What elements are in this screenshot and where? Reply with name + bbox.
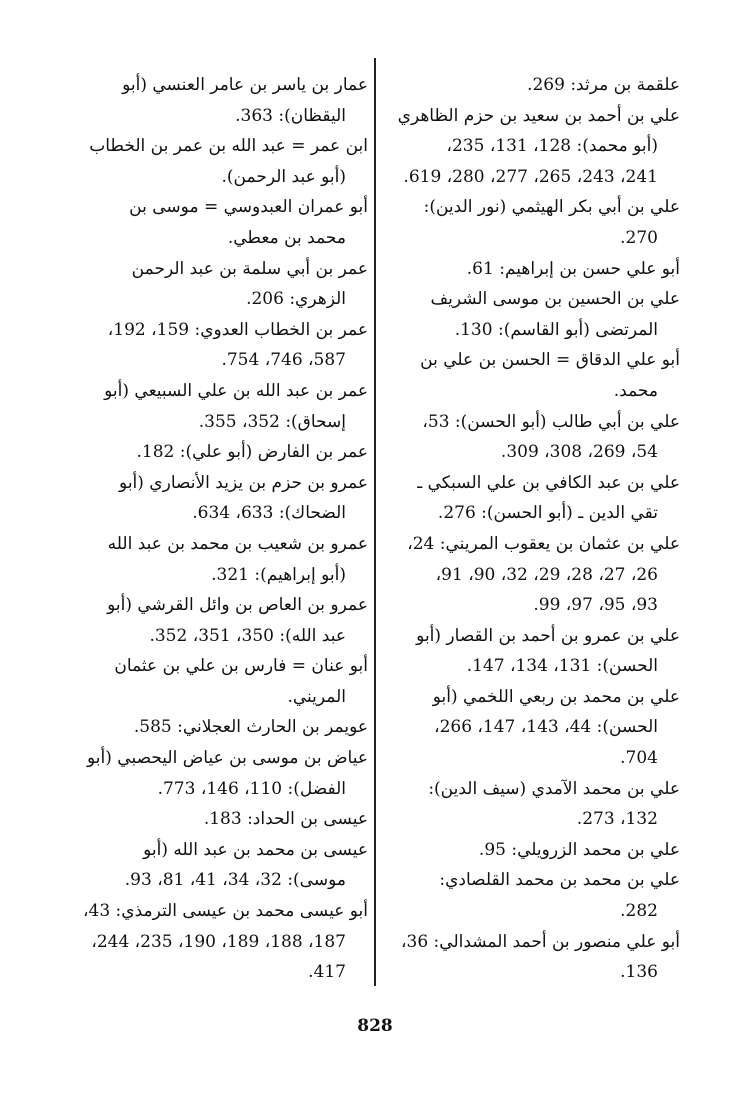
entry-line: علي بن أبي طالب (أبو الحسن): 53، bbox=[422, 411, 680, 432]
entry-line: علي بن عبد الكافي بن علي السبكي ـ bbox=[417, 472, 680, 493]
entry-line: ابن عمر = عبد الله بن عمر بن الخطاب bbox=[89, 136, 368, 157]
entry-continuation-line: تقي الدين ـ (أبو الحسن): 276. bbox=[437, 503, 658, 524]
entry-continuation-line: 187، 188، 189، 190، 235، 244، bbox=[91, 931, 346, 952]
entry-line: أبو عيسى محمد بن عيسى الترمذي: 43، bbox=[83, 901, 368, 922]
column-divider bbox=[374, 58, 376, 986]
index-entry bbox=[68, 804, 368, 835]
index-entry bbox=[68, 896, 368, 988]
entry-continuation-line: الحسن): 131، 134، 147. bbox=[466, 656, 658, 677]
index-entry bbox=[380, 345, 680, 406]
index-entry bbox=[380, 621, 680, 682]
entry-continuation-line: 93، 95، 97، 99. bbox=[533, 595, 658, 616]
entry-line: عيسى بن محمد بن عبد الله (أبو bbox=[143, 839, 368, 860]
entry-line: عمر بن الفارض (أبو علي): 182. bbox=[136, 442, 368, 463]
index-entry bbox=[68, 468, 368, 529]
entry-line: أبو عنان = فارس بن علي بن عثمان bbox=[114, 656, 368, 677]
entry-line: عيسى بن الحداد: 183. bbox=[203, 809, 368, 830]
entry-continuation-line: الفضل): 110، 146، 773. bbox=[157, 778, 346, 799]
entry-continuation-line: 417. bbox=[308, 962, 346, 983]
entry-line: عمرو بن العاص بن وائل القرشي (أبو bbox=[107, 595, 368, 616]
index-entry bbox=[68, 437, 368, 468]
entry-line: علي بن محمد بن ربعي اللخمي (أبو bbox=[432, 686, 680, 707]
index-entry bbox=[380, 927, 680, 988]
entry-continuation-line: 241، 243، 265، 277، 280، 619. bbox=[403, 166, 658, 187]
left-column bbox=[68, 70, 368, 988]
entry-continuation-line: موسى): 32، 34، 41، 81، 93. bbox=[124, 870, 346, 891]
index-entry bbox=[68, 131, 368, 192]
entry-continuation-line: 132، 273. bbox=[576, 809, 658, 830]
entry-continuation-line: (أبو عبد الرحمن). bbox=[221, 166, 346, 187]
index-entry bbox=[68, 651, 368, 712]
index-entry bbox=[68, 254, 368, 315]
entry-continuation-line: عبد الله): 350، 351، 352. bbox=[149, 625, 346, 646]
index-entry bbox=[380, 529, 680, 621]
entry-line: علي بن أحمد بن سعيد بن حزم الظاهري bbox=[397, 105, 680, 126]
entry-line: أبو علي الدقاق = الحسن بن علي بن bbox=[420, 350, 680, 371]
entry-line: عمار بن ياسر بن عامر العنسي (أبو bbox=[122, 75, 368, 95]
index-entry bbox=[380, 70, 680, 101]
entry-line: علي بن محمد الزرويلي: 95. bbox=[478, 839, 680, 860]
entry-continuation-line: إسحاق): 352، 355. bbox=[198, 411, 346, 432]
index-entry bbox=[68, 835, 368, 896]
entry-continuation-line: (أبو إبراهيم): 321. bbox=[211, 564, 346, 585]
entry-line: عمرو بن شعيب بن محمد بن عبد الله bbox=[107, 533, 368, 554]
entry-continuation-line: 704. bbox=[620, 748, 658, 769]
entry-continuation-line: المرتضى (أبو القاسم): 130. bbox=[454, 319, 658, 340]
index-entry bbox=[68, 376, 368, 437]
entry-continuation-line: (أبو محمد): 128، 131، 235، bbox=[446, 136, 658, 157]
index-entry bbox=[68, 192, 368, 253]
entry-continuation-line: 282. bbox=[620, 901, 658, 922]
index-entry bbox=[380, 682, 680, 774]
index-entry bbox=[68, 529, 368, 590]
entry-line: علي بن عمرو بن أحمد بن القصار (أبو bbox=[416, 625, 680, 646]
entry-continuation-line: محمد بن معطي. bbox=[227, 227, 346, 248]
entry-line: علقمة بن مرثد: 269. bbox=[527, 75, 680, 95]
entry-continuation-line: محمد. bbox=[613, 380, 658, 401]
entry-continuation-line: الزهري: 206. bbox=[246, 289, 346, 310]
index-entry bbox=[380, 407, 680, 468]
entry-continuation-line: 136. bbox=[620, 962, 658, 983]
entry-line: عياض بن موسى بن عياض اليحصبي (أبو bbox=[87, 748, 368, 769]
page-number: 828 bbox=[357, 1016, 393, 1036]
entry-continuation-line: المريني. bbox=[287, 686, 346, 707]
entry-line: عمر بن عبد الله بن علي السبيعي (أبو bbox=[104, 380, 368, 401]
entry-continuation-line: الحسن): 44، 143، 147، 266، bbox=[434, 717, 658, 738]
entry-continuation-line: اليقظان): 363. bbox=[235, 105, 346, 126]
index-entry bbox=[380, 774, 680, 835]
entry-line: أبو علي منصور بن أحمد المشدالي: 36، bbox=[401, 931, 680, 952]
index-entry bbox=[68, 712, 368, 743]
entry-line: عمرو بن حزم بن يزيد الأنصاري (أبو bbox=[119, 472, 368, 493]
right-column bbox=[380, 70, 680, 988]
entry-line: علي بن محمد الآمدي (سيف الدين): bbox=[428, 778, 680, 799]
entry-line: عمر بن أبي سلمة بن عبد الرحمن bbox=[131, 258, 368, 279]
entry-continuation-line: 26، 27، 28، 29، 32، 90، 91، bbox=[435, 564, 658, 585]
index-entry bbox=[380, 865, 680, 926]
entry-line: علي بن الحسين بن موسى الشريف bbox=[430, 289, 680, 310]
index-entry bbox=[68, 743, 368, 804]
entry-line: عمر بن الخطاب العدوي: 159، 192، bbox=[107, 319, 368, 340]
entry-continuation-line: 587، 746، 754. bbox=[221, 350, 346, 371]
index-entry bbox=[380, 101, 680, 193]
entry-continuation-line: 54، 269، 308، 309. bbox=[500, 442, 658, 463]
index-entry bbox=[380, 284, 680, 345]
index-entry bbox=[380, 254, 680, 285]
index-entry bbox=[68, 315, 368, 376]
entry-continuation-line: 270. bbox=[620, 227, 658, 248]
entry-line: أبو عمران العبدوسي = موسى بن bbox=[129, 197, 368, 218]
index-entry bbox=[380, 192, 680, 253]
index-entry bbox=[380, 468, 680, 529]
entry-line: علي بن محمد بن محمد القلصادي: bbox=[439, 870, 680, 891]
entry-line: أبو علي حسن بن إبراهيم: 61. bbox=[466, 258, 680, 279]
index-entry bbox=[68, 590, 368, 651]
index-entry bbox=[380, 835, 680, 866]
entry-line: علي بن أبي بكر الهيثمي (نور الدين): bbox=[423, 197, 680, 218]
entry-continuation-line: الضحاك): 633، 634. bbox=[192, 503, 346, 524]
entry-line: عويمر بن الحارث العجلاني: 585. bbox=[133, 717, 368, 738]
entry-line: علي بن عثمان بن يعقوب المريني: 24، bbox=[407, 533, 680, 554]
index-entry bbox=[68, 70, 368, 131]
